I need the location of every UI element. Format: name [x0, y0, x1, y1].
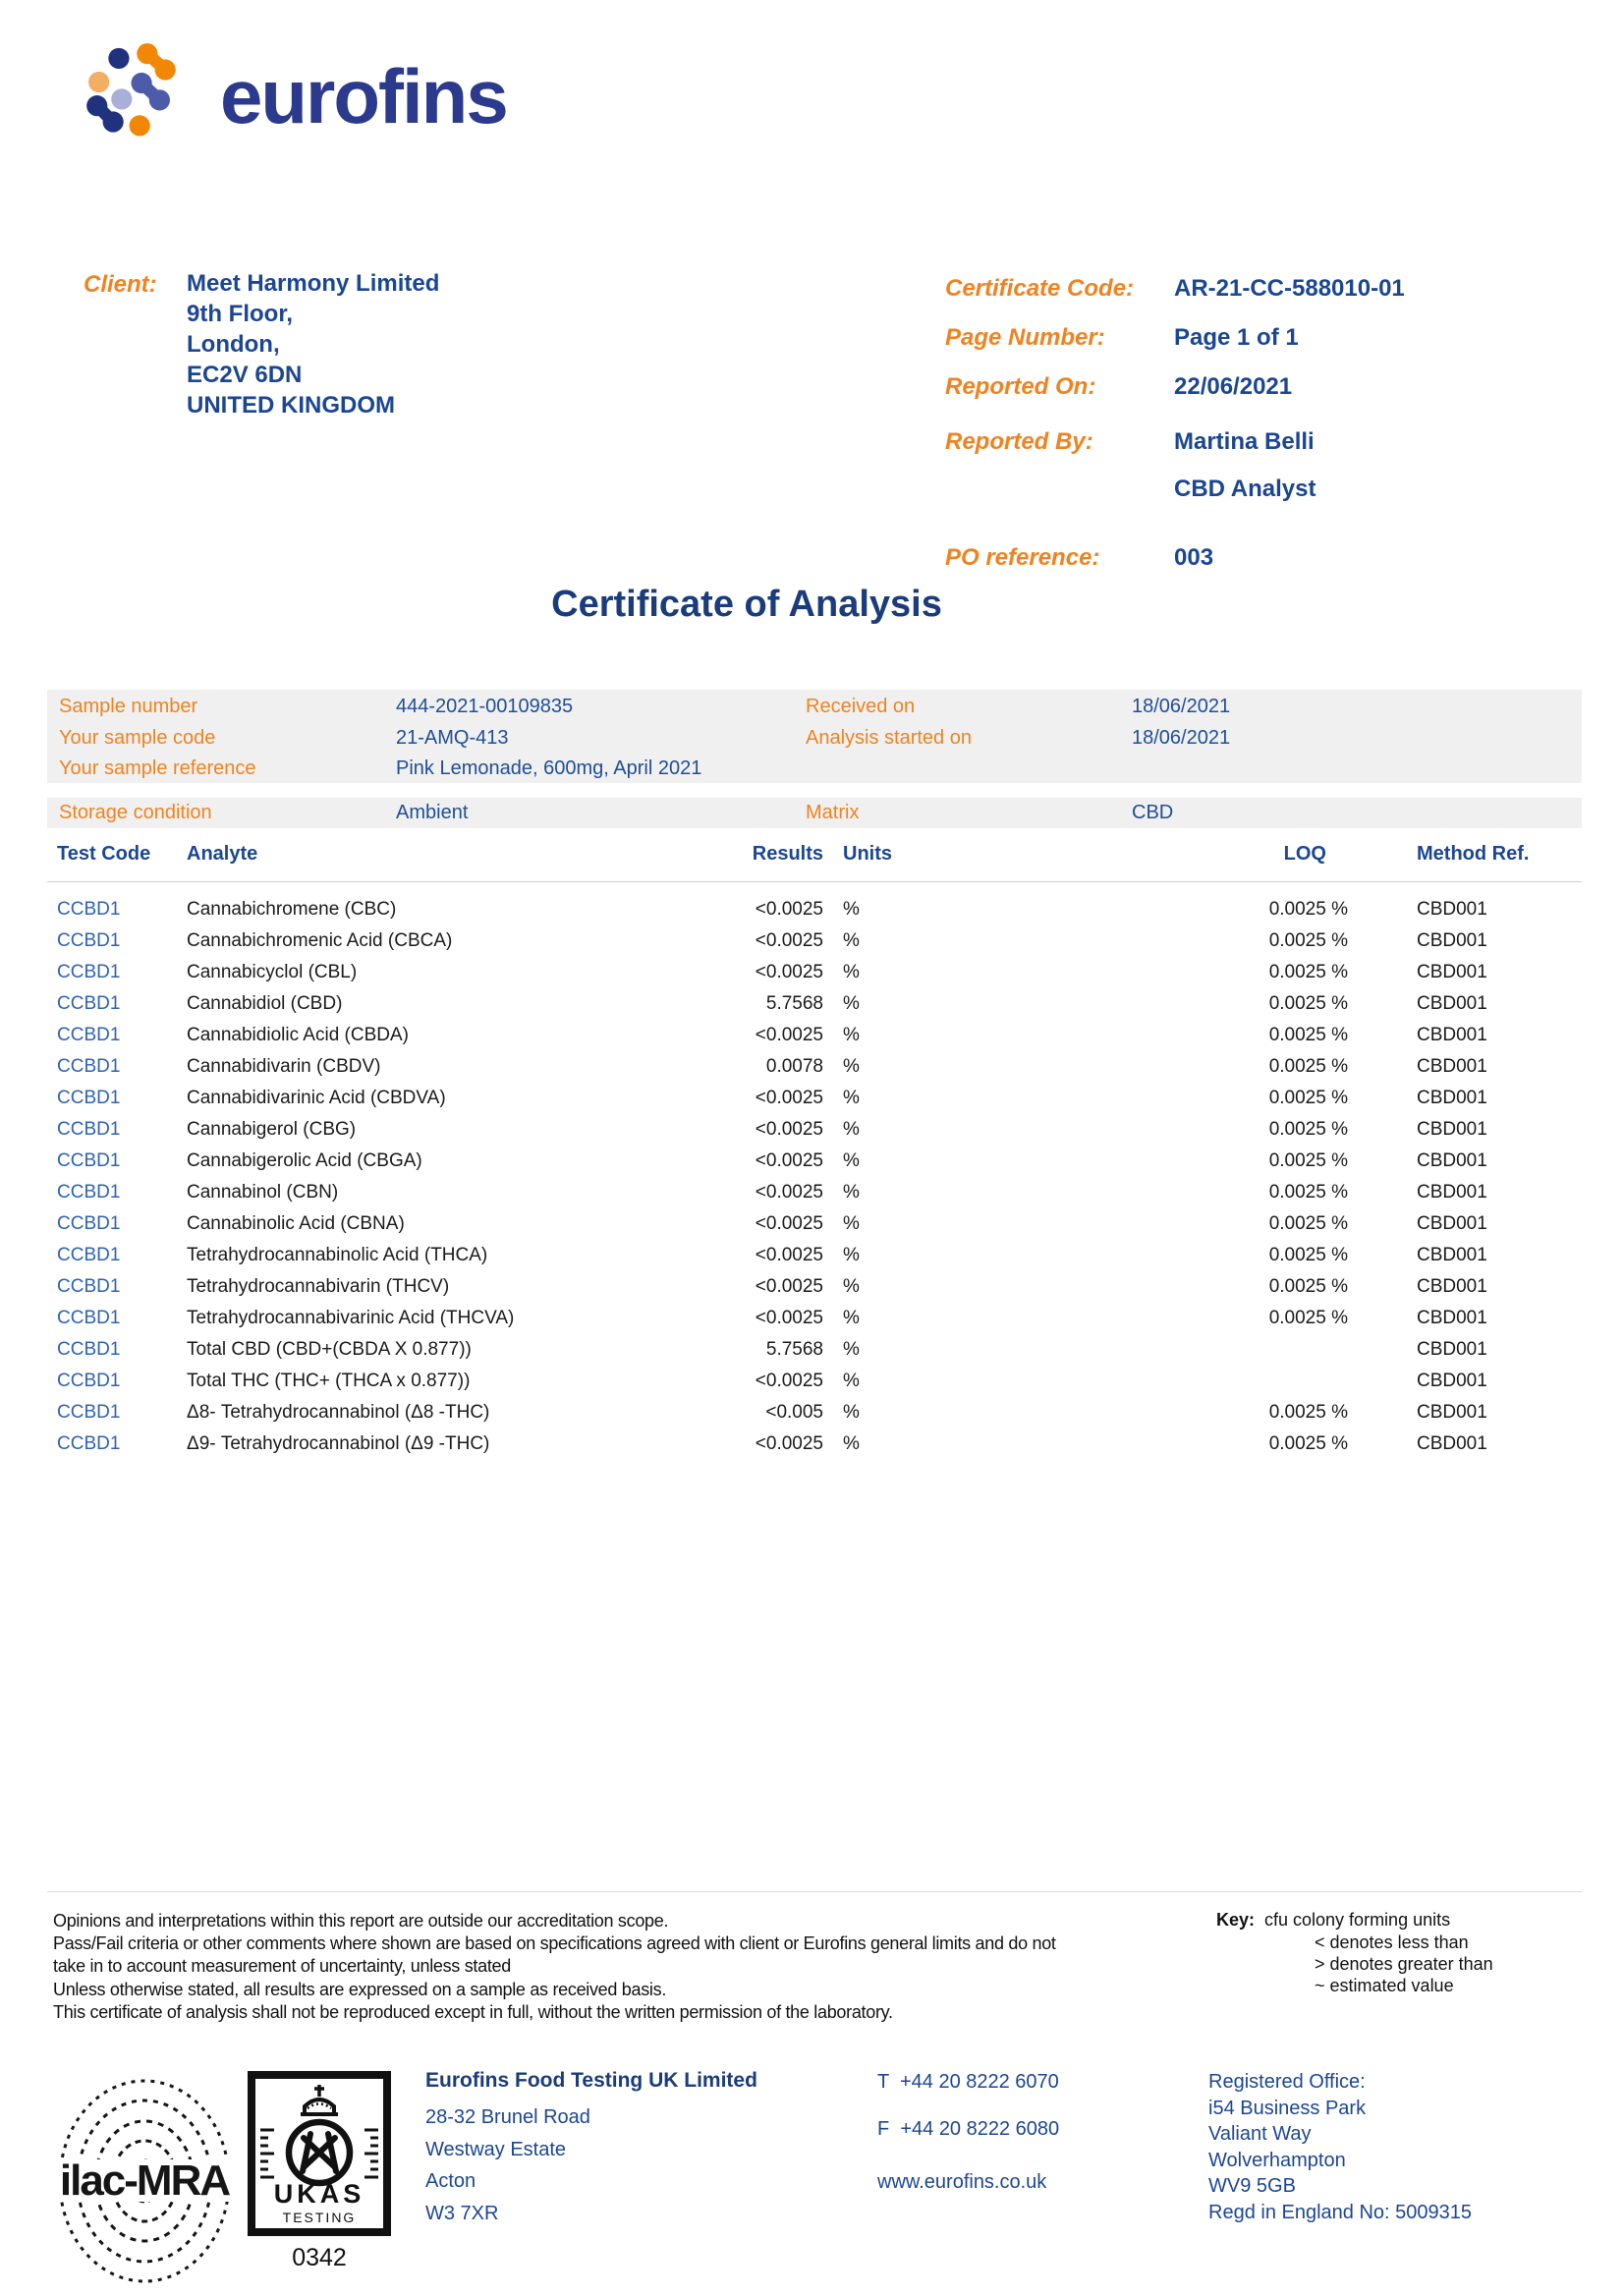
cell-result: 5.7568	[765, 993, 823, 1014]
cell-analyte: Δ8- Tetrahydrocannabinol (Δ8 -THC)	[187, 1402, 490, 1423]
sample-number-label: Sample number	[59, 696, 198, 717]
cell-unit: %	[843, 1308, 860, 1328]
page-title: Certificate of Analysis	[551, 584, 942, 625]
cell-unit: %	[843, 1276, 860, 1297]
disclaimer-line: This certificate of analysis shall not be reproduced except in full, without the written permission of the laboratory.	[53, 2001, 893, 2022]
matrix-row	[806, 802, 1173, 824]
disclaimer-text	[53, 1910, 1056, 2024]
received-on-value: 18/06/2021	[1132, 696, 1231, 717]
cell-method-ref: CBD001	[1417, 1088, 1487, 1108]
cell-result: <0.0025	[755, 1088, 823, 1108]
matrix-label: Matrix	[806, 802, 860, 823]
cell-result: 5.7568	[765, 1339, 823, 1360]
cell-loq: 0.0025 %	[1268, 930, 1348, 951]
cell-test-code: CCBD1	[57, 899, 121, 920]
cell-loq: 0.0025 %	[1268, 1213, 1348, 1234]
cell-loq: 0.0025 %	[1268, 1276, 1348, 1297]
cell-analyte: Cannabidivarinic Acid (CBDVA)	[187, 1088, 446, 1108]
cell-unit: %	[843, 1182, 860, 1203]
cell-unit: %	[843, 1025, 860, 1045]
table-row	[0, 1303, 1624, 1334]
reported-by-value: Martina Belli	[1174, 428, 1315, 455]
key-items	[1315, 1932, 1493, 1996]
cell-result: <0.0025	[755, 1371, 823, 1391]
key-intro: cfu colony forming units	[1264, 1910, 1451, 1930]
client-address-line: 9th Floor,	[187, 301, 293, 327]
cell-result: 0.0078	[765, 1056, 823, 1077]
sample-info-band	[47, 690, 1582, 783]
cell-result: <0.0025	[755, 1025, 823, 1045]
registered-office-line: Registered Office:	[1208, 2071, 1366, 2093]
table-row	[0, 1428, 1624, 1460]
storage-condition-label: Storage condition	[59, 802, 212, 823]
cell-analyte: Total THC (THC+ (THCA x 0.877))	[187, 1371, 471, 1391]
storage-matrix-band	[47, 798, 1582, 828]
cell-test-code: CCBD1	[57, 1339, 121, 1360]
table-row	[0, 1240, 1624, 1271]
client-address	[187, 268, 439, 420]
cell-method-ref: CBD001	[1417, 1308, 1487, 1328]
cell-unit: %	[843, 1245, 860, 1265]
cell-loq: 0.0025 %	[1268, 1025, 1348, 1045]
cell-test-code: CCBD1	[57, 1056, 121, 1077]
table-row	[0, 1334, 1624, 1366]
table-row	[0, 1397, 1624, 1428]
cell-analyte: Cannabidiol (CBD)	[187, 993, 343, 1014]
cell-test-code: CCBD1	[57, 1402, 121, 1423]
cell-method-ref: CBD001	[1417, 1056, 1487, 1077]
cell-unit: %	[843, 1150, 860, 1171]
cell-result: <0.0025	[755, 1276, 823, 1297]
cell-analyte: Cannabigerol (CBG)	[187, 1119, 357, 1140]
footer-divider	[47, 1891, 1582, 1892]
client-address-line: UNITED KINGDOM	[187, 392, 395, 419]
registered-office	[1208, 2069, 1472, 2226]
cell-unit: %	[843, 993, 860, 1014]
table-row	[0, 1208, 1624, 1240]
ukas-accreditation-number: 0342	[292, 2244, 347, 2271]
cell-result: <0.0025	[755, 1245, 823, 1265]
key-item: ~ estimated value	[1315, 1976, 1454, 1995]
cell-loq: 0.0025 %	[1268, 962, 1348, 982]
cell-analyte: Cannabidivarin (CBDV)	[187, 1056, 381, 1077]
registered-office-line: Wolverhampton	[1208, 2149, 1346, 2171]
po-reference-value: 003	[1174, 544, 1214, 571]
meta-row-reported-by	[945, 428, 1315, 456]
reported-on-value: 22/06/2021	[1174, 373, 1293, 400]
cell-loq: 0.0025 %	[1268, 1088, 1348, 1108]
sample-number-value: 444-2021-00109835	[396, 696, 574, 717]
website-link: www.eurofins.co.uk	[877, 2171, 1047, 2193]
cell-analyte: Tetrahydrocannabivarin (THCV)	[187, 1276, 450, 1297]
cell-unit: %	[843, 899, 860, 920]
company-address-line: 28-32 Brunel Road	[425, 2106, 590, 2128]
phone-number: T +44 20 8222 6070	[877, 2071, 1059, 2093]
cell-loq: 0.0025 %	[1268, 1150, 1348, 1171]
sample-code-label: Your sample code	[59, 727, 216, 749]
cell-loq: 0.0025 %	[1268, 1245, 1348, 1265]
column-header-method-ref: Method Ref.	[1417, 843, 1530, 865]
storage-condition-value: Ambient	[396, 802, 469, 823]
table-row	[0, 1020, 1624, 1051]
ilac-mra-text: ilac-MRA	[59, 2156, 230, 2205]
client-address-line: EC2V 6DN	[187, 362, 303, 388]
received-on-label: Received on	[806, 696, 916, 717]
table-row	[0, 1177, 1624, 1208]
cell-unit: %	[843, 1213, 860, 1234]
cell-analyte: Δ9- Tetrahydrocannabinol (Δ9 -THC)	[187, 1433, 490, 1454]
meta-row-po-reference	[945, 544, 1213, 572]
cell-analyte: Total CBD (CBD+(CBDA X 0.877))	[187, 1339, 472, 1360]
page-number-label: Page Number:	[945, 324, 1105, 351]
client-address-line: Meet Harmony Limited	[187, 270, 440, 297]
cell-result: <0.0025	[755, 962, 823, 982]
reported-by-label: Reported By:	[945, 428, 1093, 455]
company-address-line: Westway Estate	[425, 2138, 567, 2160]
cell-test-code: CCBD1	[57, 962, 121, 982]
cell-result: <0.0025	[755, 1213, 823, 1234]
company-address-line: W3 7XR	[425, 2202, 499, 2224]
cell-method-ref: CBD001	[1417, 993, 1487, 1014]
table-row	[0, 1366, 1624, 1397]
cell-test-code: CCBD1	[57, 1213, 121, 1234]
table-row	[0, 1271, 1624, 1303]
disclaimer-line: Pass/Fail criteria or other comments where shown are based on specifications agreed with client or Eurofins general limits and do not	[53, 1933, 1056, 1954]
key-item: > denotes greater than	[1315, 1954, 1493, 1974]
cell-unit: %	[843, 1402, 860, 1423]
cell-result: <0.0025	[755, 1119, 823, 1140]
cell-method-ref: CBD001	[1417, 1213, 1487, 1234]
meta-row-reported-on	[945, 373, 1292, 401]
cell-unit: %	[843, 1088, 860, 1108]
table-row	[0, 925, 1624, 957]
cell-test-code: CCBD1	[57, 1308, 121, 1328]
cell-test-code: CCBD1	[57, 1088, 121, 1108]
disclaimer-line: Unless otherwise stated, all results are expressed on a sample as received basis.	[53, 1979, 667, 1999]
cell-test-code: CCBD1	[57, 930, 121, 951]
fax-number: F +44 20 8222 6080	[877, 2118, 1060, 2140]
table-row	[0, 957, 1624, 988]
cell-result: <0.0025	[755, 1433, 823, 1454]
cell-test-code: CCBD1	[57, 1433, 121, 1454]
cell-unit: %	[843, 930, 860, 951]
cell-method-ref: CBD001	[1417, 1150, 1487, 1171]
registered-office-line: Valiant Way	[1208, 2123, 1312, 2146]
cell-unit: %	[843, 1433, 860, 1454]
reported-on-label: Reported On:	[945, 373, 1096, 400]
cell-method-ref: CBD001	[1417, 899, 1487, 920]
cell-loq: 0.0025 %	[1268, 1119, 1348, 1140]
cell-test-code: CCBD1	[57, 1276, 121, 1297]
cell-analyte: Tetrahydrocannabivarinic Acid (THCVA)	[187, 1308, 515, 1328]
cell-result: <0.0025	[755, 1150, 823, 1171]
cell-test-code: CCBD1	[57, 1371, 121, 1391]
certificate-code-label: Certificate Code:	[945, 275, 1135, 302]
table-row	[0, 1083, 1624, 1114]
ukas-text: UKAS	[273, 2179, 365, 2209]
column-header-units: Units	[843, 843, 892, 865]
cell-unit: %	[843, 1119, 860, 1140]
cell-result: <0.0025	[755, 1182, 823, 1203]
cell-test-code: CCBD1	[57, 1150, 121, 1171]
crown-icon	[301, 2085, 338, 2114]
table-row	[0, 1146, 1624, 1177]
analysis-started-label: Analysis started on	[806, 727, 972, 749]
cell-result: <0.0025	[755, 1308, 823, 1328]
cell-loq: 0.0025 %	[1268, 1433, 1348, 1454]
company-address	[425, 2101, 590, 2229]
cell-result: <0.0025	[755, 930, 823, 951]
client-address-line: London,	[187, 331, 280, 358]
cell-method-ref: CBD001	[1417, 1245, 1487, 1265]
cell-unit: %	[843, 1339, 860, 1360]
cell-loq: 0.0025 %	[1268, 1182, 1348, 1203]
cell-method-ref: CBD001	[1417, 1119, 1487, 1140]
cell-method-ref: CBD001	[1417, 1276, 1487, 1297]
cell-loq: 0.0025 %	[1268, 899, 1348, 920]
registered-office-line: i54 Business Park	[1208, 2097, 1367, 2119]
results-table	[0, 894, 1624, 1460]
client-label: Client:	[84, 271, 157, 298]
analysis-started-value: 18/06/2021	[1132, 727, 1231, 749]
disclaimer-line: Opinions and interpretations within this report are outside our accreditation scope.	[53, 1911, 669, 1931]
cell-test-code: CCBD1	[57, 1025, 121, 1045]
cell-method-ref: CBD001	[1417, 1433, 1487, 1454]
cell-loq: 0.0025 %	[1268, 1308, 1348, 1328]
cell-method-ref: CBD001	[1417, 1025, 1487, 1045]
column-header-test-code: Test Code	[57, 843, 151, 865]
table-header-divider	[47, 881, 1582, 882]
cell-test-code: CCBD1	[57, 1245, 121, 1265]
sample-reference-label: Your sample reference	[59, 757, 256, 779]
cell-loq: 0.0025 %	[1268, 1056, 1348, 1077]
sample-reference-row	[59, 757, 701, 780]
matrix-value: CBD	[1132, 802, 1174, 823]
cell-analyte: Cannabinolic Acid (CBNA)	[187, 1213, 405, 1234]
cell-result: <0.0025	[755, 899, 823, 920]
ukas-testing-text: TESTING	[282, 2210, 357, 2225]
cell-analyte: Cannabinol (CBN)	[187, 1182, 339, 1203]
table-row	[0, 1051, 1624, 1083]
cell-analyte: Cannabichromenic Acid (CBCA)	[187, 930, 453, 951]
cell-method-ref: CBD001	[1417, 1182, 1487, 1203]
reported-by-title: CBD Analyst	[1174, 476, 1316, 502]
eurofins-logo	[86, 43, 507, 149]
cell-analyte: Tetrahydrocannabinolic Acid (THCA)	[187, 1245, 488, 1265]
cell-test-code: CCBD1	[57, 1182, 121, 1203]
cell-analyte: Cannabichromene (CBC)	[187, 899, 397, 920]
cell-loq: 0.0025 %	[1268, 1402, 1348, 1423]
sample-reference-value: Pink Lemonade, 600mg, April 2021	[396, 757, 702, 779]
cell-analyte: Cannabicyclol (CBL)	[187, 962, 358, 982]
cell-analyte: Cannabigerolic Acid (CBGA)	[187, 1150, 422, 1171]
certificate-code-value: AR-21-CC-588010-01	[1174, 275, 1405, 302]
cell-method-ref: CBD001	[1417, 930, 1487, 951]
cell-method-ref: CBD001	[1417, 1371, 1487, 1391]
storage-condition-row	[59, 802, 468, 824]
column-header-loq: LOQ	[1283, 843, 1326, 865]
sample-number-row	[59, 696, 573, 718]
table-row	[0, 988, 1624, 1020]
key-item: < denotes less than	[1315, 1932, 1469, 1952]
key-header	[1216, 1910, 1450, 1931]
cell-test-code: CCBD1	[57, 993, 121, 1014]
cell-unit: %	[843, 962, 860, 982]
disclaimer-line: take in to account measurement of uncertainty, unless stated	[53, 1956, 511, 1977]
table-row	[0, 894, 1624, 925]
meta-row-certificate-code	[945, 275, 1405, 303]
cell-unit: %	[843, 1371, 860, 1391]
column-header-analyte: Analyte	[187, 843, 258, 865]
ukas-mark-icon	[303, 2134, 336, 2171]
company-name: Eurofins Food Testing UK Limited	[425, 2069, 757, 2092]
cell-method-ref: CBD001	[1417, 1402, 1487, 1423]
analysis-started-row	[806, 727, 1230, 750]
eurofins-logo-mark-icon	[86, 43, 200, 149]
meta-row-page-number	[945, 324, 1299, 352]
company-address-line: Acton	[425, 2170, 476, 2192]
cell-result: <0.005	[765, 1402, 823, 1423]
ukas-logo	[246, 2069, 393, 2238]
po-reference-label: PO reference:	[945, 544, 1100, 571]
ilac-mra-logo	[54, 2076, 236, 2287]
cell-unit: %	[843, 1056, 860, 1077]
cell-loq: 0.0025 %	[1268, 993, 1348, 1014]
cell-test-code: CCBD1	[57, 1119, 121, 1140]
cell-analyte: Cannabidiolic Acid (CBDA)	[187, 1025, 409, 1045]
column-header-results: Results	[752, 843, 823, 865]
key-label: Key:	[1216, 1910, 1256, 1930]
sample-code-row	[59, 727, 509, 750]
cell-method-ref: CBD001	[1417, 962, 1487, 982]
page-number-value: Page 1 of 1	[1174, 324, 1299, 351]
eurofins-wordmark: eurofins	[220, 53, 507, 140]
table-row	[0, 1114, 1624, 1146]
received-on-row	[806, 696, 1230, 718]
cell-method-ref: CBD001	[1417, 1339, 1487, 1360]
registered-office-line: Regd in England No: 5009315	[1208, 2201, 1472, 2223]
sample-code-value: 21-AMQ-413	[396, 727, 509, 749]
registered-office-line: WV9 5GB	[1208, 2175, 1296, 2198]
